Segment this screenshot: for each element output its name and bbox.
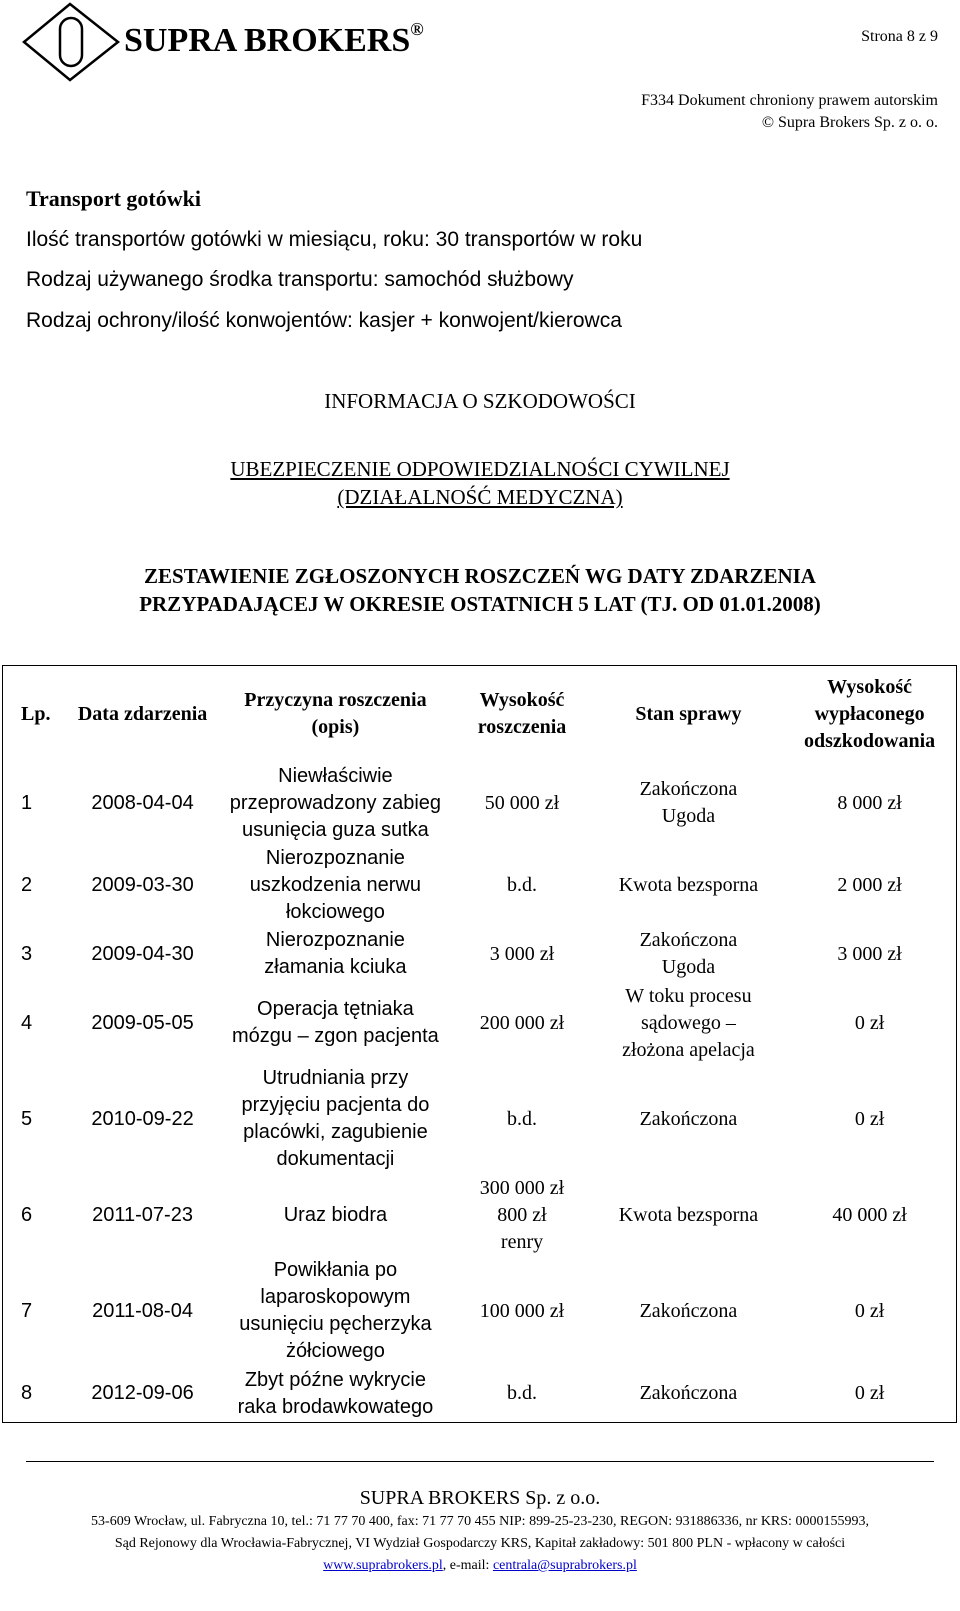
website-link[interactable]: www.suprabrokers.pl [323, 1558, 443, 1573]
header-paid: Wysokość wypłaconego odszkodowania [803, 675, 936, 752]
cell-date: 2012-09-06 [91, 1382, 194, 1405]
header-amount: Wysokość roszczenia [477, 689, 567, 738]
cell-lp: 4 [21, 1011, 33, 1034]
cell-date: 2009-05-05 [91, 1011, 194, 1034]
cell-cause: Zbyt późne wykrycie raka brodawkowatego [237, 1368, 434, 1418]
cell-paid: 3 000 zł [837, 942, 902, 965]
cell-cause: Niewłaściwie przeprowadzony zabieg usunięcia guza sutka [229, 764, 442, 841]
page-number: Strona 8 z 9 [861, 28, 938, 45]
registered-mark: ® [410, 18, 424, 39]
cell-date: 2009-03-30 [91, 873, 194, 896]
cell-paid: 8 000 zł [837, 791, 902, 814]
footer-contact [0, 1558, 960, 1574]
table-row [3, 926, 957, 982]
cell-amount: 50 000 zł [484, 791, 560, 814]
footer-address: 53-609 Wrocław, ul. Fabryczna 10, tel.: 71 77 70 400, fax: 71 77 70 455 NIP: 899-25-23-230, REGON: 931886336, nr KRS: 0000155993, [91, 1514, 869, 1529]
transport-escort-line: Rodzaj ochrony/ilość konwojentów: kasjer + konwojent/kierowca [26, 309, 622, 332]
cell-state: W toku procesu sądowego – złożona apelacja [622, 984, 755, 1061]
transport-vehicle-line: Rodzaj używanego środka transportu: samochód służbowy [26, 268, 574, 291]
insurance-type-line-2: (DZIAŁALNOŚĆ MEDYCZNA) [337, 485, 623, 509]
email-link[interactable]: centrala@suprabrokers.pl [492, 1558, 637, 1573]
header-cause: Przyczyna roszczenia (opis) [244, 689, 427, 738]
cell-lp: 8 [21, 1382, 33, 1405]
footer-divider [26, 1461, 934, 1462]
table-row [3, 1064, 957, 1174]
footer-company: SUPRA BROKERS Sp. z o.o. [359, 1487, 601, 1509]
table-row [3, 982, 957, 1064]
cell-paid: 40 000 zł [832, 1203, 907, 1226]
cell-lp: 6 [21, 1203, 33, 1226]
cell-date: 2011-08-04 [92, 1299, 193, 1322]
copyright-line-2: © Supra Brokers Sp. z o. o. [761, 114, 938, 131]
cell-lp: 5 [21, 1107, 33, 1130]
cell-state: Zakończona [639, 1299, 738, 1322]
cell-state: Kwota bezsporna [618, 873, 759, 896]
claims-table [2, 665, 957, 1423]
table-row [3, 1366, 957, 1422]
cell-date: 2010-09-22 [91, 1107, 194, 1130]
summary-heading-line-1: ZESTAWIENIE ZGŁOSZONYCH ROSZCZEŃ WG DATY ZDARZENIA [144, 564, 816, 588]
table-row [3, 1256, 957, 1366]
supra-brokers-logo-icon [22, 2, 122, 82]
summary-heading-line-2: PRZYPADAJĄCEJ W OKRESIE OSTATNICH 5 LAT (TJ. OD 01.01.2008) [139, 592, 821, 616]
cell-amount: 100 000 zł [479, 1299, 565, 1322]
header-date: Data zdarzenia [77, 702, 208, 725]
cell-date: 2009-04-30 [91, 942, 194, 965]
transport-count-line: Ilość transportów gotówki w miesiącu, roku: 30 transportów w roku [26, 228, 643, 251]
cell-amount: b.d. [507, 1107, 538, 1130]
claims-info-heading: INFORMACJA O SZKODOWOŚCI [324, 389, 636, 413]
cell-amount: 200 000 zł [479, 1011, 565, 1034]
cell-paid: 0 zł [854, 1011, 885, 1034]
cell-cause: Nierozpoznanie złamania kciuka [264, 929, 407, 978]
insurance-type-line-1: UBEZPIECZENIE ODPOWIEDZIALNOŚCI CYWILNEJ [230, 457, 730, 481]
table-row [3, 844, 957, 926]
cell-lp: 3 [21, 942, 33, 965]
cell-cause: Utrudniania przy przyjęciu pacjenta do placówki, zagubienie dokumentacji [241, 1067, 430, 1170]
cell-amount: b.d. [507, 1382, 538, 1405]
cell-paid: 2 000 zł [837, 873, 902, 896]
cell-state: Zakończona [639, 1382, 738, 1405]
header-state: Stan sprawy [635, 702, 742, 725]
cell-cause: Powikłania po laparoskopowym usunięciu pęcherzyka żółciowego [239, 1259, 432, 1362]
cell-lp: 7 [21, 1299, 33, 1322]
cell-amount: 300 000 zł 800 zł renry [479, 1176, 565, 1253]
cell-cause: Nierozpoznanie uszkodzenia nerwu łokciowego [249, 846, 422, 923]
cell-paid: 0 zł [854, 1107, 885, 1130]
cell-state: Kwota bezsporna [618, 1203, 759, 1226]
cell-amount: b.d. [507, 873, 538, 896]
cell-lp: 1 [21, 791, 33, 814]
cell-cause: Uraz biodra [283, 1203, 388, 1226]
cell-paid: 0 zł [854, 1382, 885, 1405]
transport-title: Transport gotówki [26, 186, 201, 211]
cell-cause: Operacja tętniaka mózgu – zgon pacjenta [232, 998, 439, 1047]
brand-name: SUPRA BROKERS® [124, 18, 424, 59]
cell-lp: 2 [21, 873, 33, 896]
cell-state: Zakończona Ugoda [639, 778, 738, 827]
email-label: , e-mail: [442, 1558, 493, 1573]
copyright-line-1: F334 Dokument chroniony prawem autorskim [641, 92, 938, 109]
cell-date: 2008-04-04 [91, 791, 194, 814]
table-row [3, 1174, 957, 1256]
cell-amount: 3 000 zł [489, 942, 555, 965]
table-row [3, 762, 957, 844]
footer-court: Sąd Rejonowy dla Wrocławia-Fabrycznej, VI Wydział Gospodarczy KRS, Kapitał zakładowy: 501 800 PLN - wpłacony w całości [114, 1536, 846, 1551]
copyright-note [641, 90, 938, 134]
cell-paid: 0 zł [854, 1299, 885, 1322]
cell-state: Zakończona [639, 1107, 738, 1130]
cell-state: Zakończona Ugoda [639, 929, 738, 978]
table-header-row [3, 666, 957, 763]
cell-date: 2011-07-23 [92, 1203, 193, 1226]
header-lp: Lp. [21, 702, 51, 725]
